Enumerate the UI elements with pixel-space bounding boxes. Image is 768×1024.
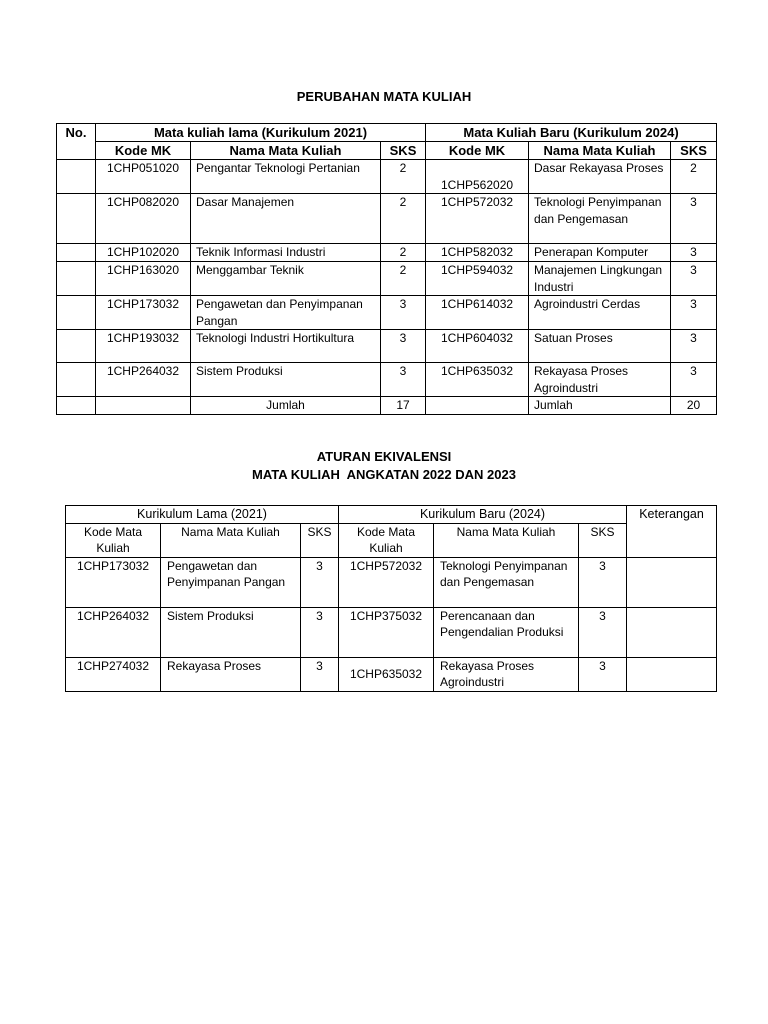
header-old-code: Kode Mata Kuliah bbox=[66, 523, 161, 557]
total-empty bbox=[57, 397, 96, 415]
note bbox=[627, 557, 717, 607]
old-name: Pengawetan dan Penyimpanan Pangan bbox=[191, 296, 381, 330]
header-new-sks: SKS bbox=[579, 523, 627, 557]
note bbox=[627, 607, 717, 657]
old-sks: 2 bbox=[381, 194, 426, 244]
old-sks: 3 bbox=[301, 657, 339, 691]
new-code: 1CHP635032 bbox=[426, 363, 529, 397]
old-code: 1CHP163020 bbox=[96, 262, 191, 296]
old-code: 1CHP274032 bbox=[66, 657, 161, 691]
equivalence-table bbox=[65, 505, 717, 692]
new-code: 1CHP572032 bbox=[426, 194, 529, 244]
new-name: Penerapan Komputer bbox=[529, 244, 671, 262]
new-name: Teknologi Penyimpanan dan Pengemasan bbox=[529, 194, 671, 244]
old-name: Teknologi Industri Hortikultura bbox=[191, 330, 381, 363]
header-old-name: Nama Mata Kuliah bbox=[161, 523, 301, 557]
new-code: 1CHP604032 bbox=[426, 330, 529, 363]
row-no bbox=[57, 262, 96, 296]
old-name: Pengantar Teknologi Pertanian bbox=[191, 160, 381, 194]
row-no bbox=[57, 194, 96, 244]
new-code: 1CHP582032 bbox=[426, 244, 529, 262]
total-row bbox=[57, 397, 717, 415]
new-name: Rekayasa Proses Agroindustri bbox=[434, 657, 579, 691]
table-row bbox=[57, 330, 717, 363]
header-new-code: Kode MK bbox=[426, 142, 529, 160]
old-name: Sistem Produksi bbox=[191, 363, 381, 397]
header-old-name: Nama Mata Kuliah bbox=[191, 142, 381, 160]
header-old-sks: SKS bbox=[301, 523, 339, 557]
old-sks: 3 bbox=[301, 607, 339, 657]
old-name: Pengawetan dan Penyimpanan Pangan bbox=[161, 557, 301, 607]
section2-title-line1: ATURAN EKIVALENSI bbox=[316, 449, 452, 464]
new-code: 1CHP594032 bbox=[426, 262, 529, 296]
row-no bbox=[57, 296, 96, 330]
old-sks: 2 bbox=[381, 262, 426, 296]
old-total-label: Jumlah bbox=[191, 397, 381, 415]
table-row bbox=[66, 557, 717, 607]
new-sks: 3 bbox=[671, 244, 717, 262]
new-name: Dasar Rekayasa Proses bbox=[529, 160, 671, 194]
old-total-sks: 17 bbox=[381, 397, 426, 415]
new-sks: 3 bbox=[579, 557, 627, 607]
old-code: 1CHP264032 bbox=[66, 607, 161, 657]
note bbox=[627, 657, 717, 691]
table-row bbox=[57, 244, 717, 262]
row-no bbox=[57, 244, 96, 262]
row-no bbox=[57, 330, 96, 363]
header-old-code: Kode MK bbox=[96, 142, 191, 160]
old-code: 1CHP051020 bbox=[96, 160, 191, 194]
table-row bbox=[57, 262, 717, 296]
table-row bbox=[57, 194, 717, 244]
new-sks: 3 bbox=[671, 330, 717, 363]
table-row bbox=[57, 363, 717, 397]
old-code: 1CHP193032 bbox=[96, 330, 191, 363]
new-name: Perencanaan dan Pengendalian Produksi bbox=[434, 607, 579, 657]
old-sks: 3 bbox=[381, 363, 426, 397]
section1-title: PERUBAHAN MATA KULIAH bbox=[296, 89, 472, 104]
new-sks: 3 bbox=[671, 262, 717, 296]
course-change-table bbox=[56, 123, 717, 415]
header-new-curriculum: Mata Kuliah Baru (Kurikulum 2024) bbox=[426, 124, 717, 142]
table-row bbox=[57, 160, 717, 194]
new-sks: 3 bbox=[671, 194, 717, 244]
new-name: Satuan Proses bbox=[529, 330, 671, 363]
new-name: Agroindustri Cerdas bbox=[529, 296, 671, 330]
old-name: Dasar Manajemen bbox=[191, 194, 381, 244]
new-code: 1CHP614032 bbox=[426, 296, 529, 330]
old-sks: 2 bbox=[381, 160, 426, 194]
header-new-code: Kode Mata Kuliah bbox=[339, 523, 434, 557]
header-new-name: Nama Mata Kuliah bbox=[434, 523, 579, 557]
old-name: Rekayasa Proses bbox=[161, 657, 301, 691]
new-sks: 3 bbox=[579, 607, 627, 657]
new-name: Manajemen Lingkungan Industri bbox=[529, 262, 671, 296]
new-code: 1CHP562020 bbox=[426, 160, 529, 194]
old-name: Menggambar Teknik bbox=[191, 262, 381, 296]
header-old-sks: SKS bbox=[381, 142, 426, 160]
total-empty bbox=[426, 397, 529, 415]
header-old-curriculum: Kurikulum Lama (2021) bbox=[66, 506, 339, 524]
new-total-label: Jumlah bbox=[529, 397, 671, 415]
header-old-curriculum: Mata kuliah lama (Kurikulum 2021) bbox=[96, 124, 426, 142]
new-sks: 3 bbox=[579, 657, 627, 691]
total-empty bbox=[96, 397, 191, 415]
new-code: 1CHP572032 bbox=[339, 557, 434, 607]
new-total-sks: 20 bbox=[671, 397, 717, 415]
old-sks: 3 bbox=[301, 557, 339, 607]
old-code: 1CHP082020 bbox=[96, 194, 191, 244]
section2-title-line2: MATA KULIAH ANGKATAN 2022 DAN 2023 bbox=[252, 467, 516, 482]
new-sks: 2 bbox=[671, 160, 717, 194]
header-new-name: Nama Mata Kuliah bbox=[529, 142, 671, 160]
new-code: 1CHP375032 bbox=[339, 607, 434, 657]
old-code: 1CHP264032 bbox=[96, 363, 191, 397]
row-no bbox=[57, 160, 96, 194]
old-code: 1CHP173032 bbox=[66, 557, 161, 607]
table-row bbox=[66, 657, 717, 691]
table-row bbox=[66, 607, 717, 657]
old-sks: 3 bbox=[381, 330, 426, 363]
header-no: No. bbox=[57, 124, 96, 160]
new-name: Rekayasa Proses Agroindustri bbox=[529, 363, 671, 397]
header-new-sks: SKS bbox=[671, 142, 717, 160]
old-sks: 2 bbox=[381, 244, 426, 262]
old-code: 1CHP173032 bbox=[96, 296, 191, 330]
header-new-curriculum: Kurikulum Baru (2024) bbox=[339, 506, 627, 524]
new-sks: 3 bbox=[671, 363, 717, 397]
table-row bbox=[57, 296, 717, 330]
header-note: Keterangan bbox=[627, 506, 717, 558]
new-code: 1CHP635032 bbox=[339, 657, 434, 691]
old-name: Sistem Produksi bbox=[161, 607, 301, 657]
new-name: Teknologi Penyimpanan dan Pengemasan bbox=[434, 557, 579, 607]
old-name: Teknik Informasi Industri bbox=[191, 244, 381, 262]
row-no bbox=[57, 363, 96, 397]
new-sks: 3 bbox=[671, 296, 717, 330]
old-sks: 3 bbox=[381, 296, 426, 330]
old-code: 1CHP102020 bbox=[96, 244, 191, 262]
